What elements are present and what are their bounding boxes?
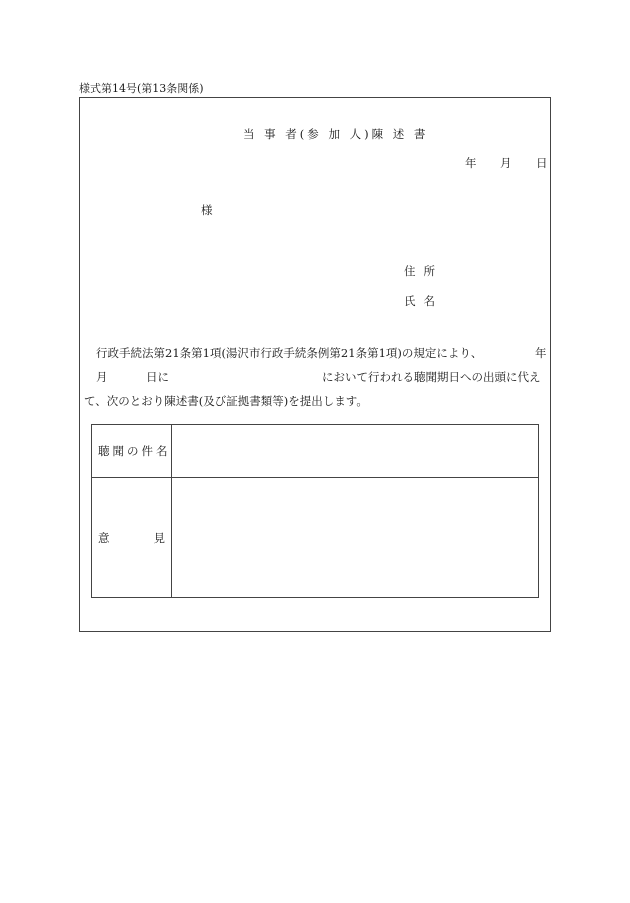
date-day-label: 日 (536, 156, 548, 170)
body-line-1: 行政手続法第21条第1項(湯沢市行政手続条例第21条第1項)の規定により、 (96, 346, 483, 360)
body-line-3: て、次のとおり陳述書(及び証拠書類等)を提出します。 (84, 394, 368, 408)
body-month-label: 月 (96, 370, 108, 384)
case-name-label: 聴聞の件名 (98, 444, 171, 458)
table-row-opinion (92, 478, 539, 598)
opinion-label-right: 見 (153, 530, 165, 545)
opinion-label-cell (92, 478, 172, 598)
date-year-label: 年 (465, 156, 477, 170)
document-title: 当 事 者(参 加 人)陳 述 書 (243, 127, 429, 141)
body-line-2: において行われる聴聞期日への出頭に代え (322, 370, 541, 384)
address-label: 住所 (404, 264, 443, 278)
form-number-label: 様式第14号(第13条関係) (79, 82, 204, 95)
addressee-suffix: 様 (201, 203, 213, 217)
opinion-field[interactable] (172, 478, 539, 598)
date-month-label: 月 (500, 156, 512, 170)
body-day-label: 日に (146, 370, 169, 384)
table-row-case (92, 425, 539, 478)
opinion-label-left: 意 (98, 530, 110, 545)
statement-table (91, 424, 539, 598)
case-name-field[interactable] (172, 425, 539, 478)
body-year-label: 年 (535, 346, 547, 360)
name-label: 氏名 (404, 294, 443, 308)
case-name-label-cell (92, 425, 172, 478)
